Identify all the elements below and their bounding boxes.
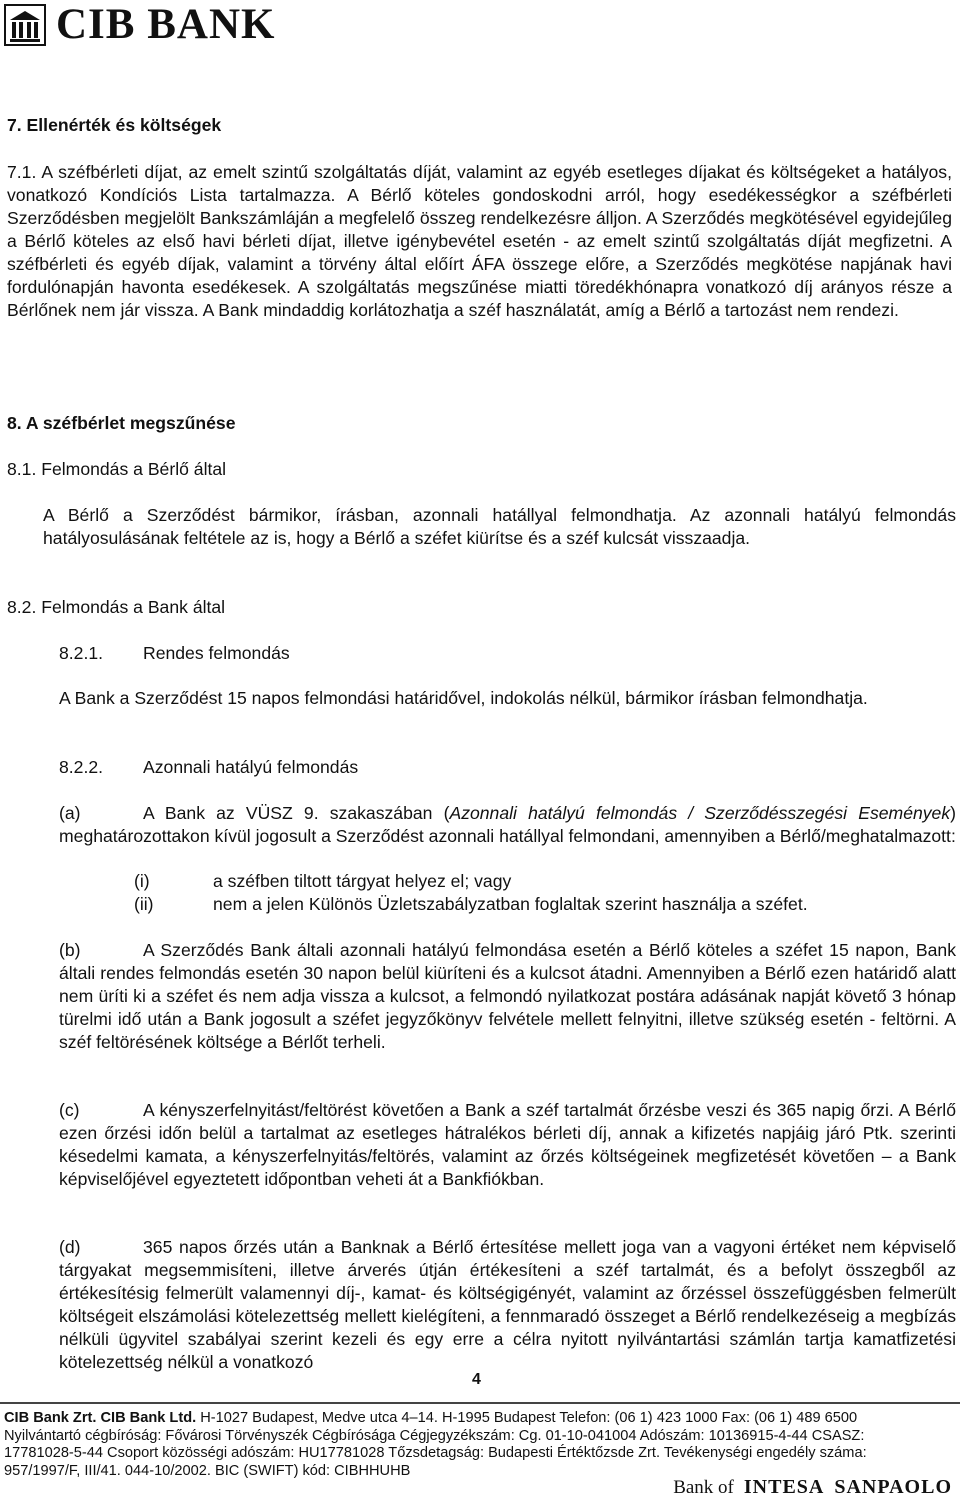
intesa-sanpaolo-brand — [673, 1476, 952, 1499]
logo-text: CIB BANK — [56, 1, 276, 48]
item-b-text: A Szerződés Bank általi azonnali hatályú felmondása esetén a Bérlő köteles a széfet 15 napon, Bank általi rendes felmondás esetén 30 napon belül kiüríteni és a kulcsot átadni. Amennyiben a Bérlő ezen határidő alatt nem üríti ki a széfet és nem adja vissza a kulcsot, a felmondó nyilatkozat postára adásának napját követő 3 hónap türelmi idő után a Bank jogosult a széfet jegyzőkönyv felvétele mellett felnyitni, illetve szükség esetén - feltörni. A széf feltörésének költsége a Bérlőt terheli. — [59, 940, 956, 1052]
item-a-i-label: (i) — [134, 871, 150, 891]
section-8-2-1-number: 8.2.1. — [59, 643, 104, 663]
brand-sanpaolo: SANPAOLO — [834, 1476, 952, 1498]
page-number: 4 — [472, 1371, 481, 1388]
item-a-italic-ref: Azonnali hatályú felmondás / Szerződésszegési Események — [449, 803, 951, 823]
cib-bank-logo — [4, 1, 276, 48]
section-8-2-title: 8.2. Felmondás a Bank által — [7, 597, 226, 617]
section-8-heading: 8. A széfbérlet megszűnése — [7, 413, 236, 433]
item-d-text: 365 napos őrzés után a Banknak a Bérlő értesítése mellett joga van a vagyoni értéket nem képviselő tárgyakat megsemmisíteni, illetve árverés útján értékesíteni a széf tartalmát, és a befolyt összegből az értékesítésig felmerült valamennyi díj-, kamat- és költségigényét, valamint az őrzéssel összefüggésben felmerült költségeit elszámolási kötelezettség mellett kielégíteni, a fennmaradó összeget a Bérlő rendelkezéseig a megbízás nélküli ügyvitel szabályai szerint kezeli és egy erre a célra nyitott nyilvántartási számlán tartja kamatfizetési kötelezettség nélkül a vonatkozó — [59, 1237, 956, 1372]
section-7-1-paragraph: 7.1. A széfbérleti díjat, az emelt szintű szolgáltatás díját, valamint az egyéb esetleges díjakat és költségeket a hatályos, vonatkozó Kondíciós Lista tartalmazza. A Bérlő köteles gondoskodni arról, hogy esedékességkor a széfbérleti Szerződésben megjelölt Bankszámláján a megfelelő összeg rendelkezésre álljon. A Szerződés megkötésével egyidejűleg a Bérlő köteles az első havi bérleti díjat, illetve igénybevétel esetén - az emelt szintű szolgáltatás díját megfizetni. A széfbérleti és egyéb díjak, valamint a törvény által előírt ÁFA összege előre, a Szerződés megkötése napjának havi fordulónapján havonta esedékesek. A szolgáltatás megszűnése miatti töredékhónapra vonatkozó díj arányos része a Bérlőnek nem jár vissza. A Bank mindaddig korlátozhatja a széf használatát, amíg a Bérlő a tartozást nem rendezi. — [7, 162, 952, 320]
footer-divider — [0, 1402, 960, 1404]
section-8-2-2-number: 8.2.2. — [59, 757, 104, 777]
item-a-ii-text: nem a jelen Különös Üzletszabályzatban foglaltak szerint használja a széfet. — [213, 894, 808, 914]
cib-building-icon — [4, 4, 46, 46]
item-d-label: (d) — [59, 1237, 81, 1257]
brand-intesa: INTESA — [743, 1476, 825, 1498]
section-8-2-1-text: A Bank a Szerződést 15 napos felmondási határidővel, indokolás nélkül, bármikor írásban felmondhatja. — [59, 688, 868, 708]
footer — [4, 1410, 959, 1480]
footer-line-1: CIB Bank Zrt. CIB Bank Ltd. H-1027 Budapest, Medve utca 4–14. H-1995 Budapest Telefon: (06 1) 423 1000 Fax: (06 1) 489 6500 — [4, 1410, 858, 1426]
item-a-text: A Bank az VÜSZ 9. szakaszában (Azonnali hatályú felmondás / Szerződésszegési Események) meghatározottakon kívül jogosult a Szerződést azonnali hatállyal felmondani, amennyiben a Bérlő/meghatalmazott: — [59, 803, 956, 846]
footer-line-4: 957/1997/F, III/41. 044-10/2002. BIC (SWIFT) kód: CIBHHUHB — [4, 1462, 411, 1479]
section-8-1-title: 8.1. Felmondás a Bérlő által — [7, 459, 227, 479]
footer-line-3: 17781028-5-44 Csoport közösségi adószám: HU17781028 Tőzsdetagság: Budapesti Értéktőzsde Zrt. Tevékenységi engedély száma: — [4, 1445, 867, 1462]
item-c-text: A kényszerfelnyitást/feltörést követően a Bank a széf tartalmát őrzésbe veszi és 365 napig őrzi. A Bérlő ezen őrzési időn belül a tartalmat az esetleges hátralékos bérleti díj, annak a kifizetés napjáig járó Ptk. szerinti késedelmi kamata, a kényszerfelnyitás/feltörés, valamint az őrzés költségeinek megfizetését követően – a Bank képviselőjével egyeztetett időpontban veheti át a Bankfiókban. — [59, 1100, 956, 1189]
item-a-i-text: a széfben tiltott tárgyat helyez el; vagy — [213, 871, 512, 891]
item-c-label: (c) — [59, 1100, 80, 1120]
section-7-heading: 7. Ellenérték és költségek — [7, 115, 222, 135]
item-a-label: (a) — [59, 803, 81, 823]
brand-bank-of: Bank of — [673, 1476, 734, 1498]
item-a-ii-label: (ii) — [134, 894, 154, 914]
footer-line-2: Nyilvántartó cégbíróság: Fővárosi Törvényszék Cégbírósága Cégjegyzékszám: Cg. 01-10-041004 Adószám: 10136915-4-44 CSASZ: — [4, 1427, 865, 1444]
item-b-label: (b) — [59, 940, 81, 960]
section-8-1-text: A Bérlő a Szerződést bármikor, írásban, azonnali hatállyal felmondhatja. Az azonnali hatályú felmondás hatályosulásának feltétele az is, hogy a Bérlő a széfet kiürítse és a széf kulcsát visszaadja. — [43, 505, 956, 548]
section-8-2-1-title: Rendes felmondás — [143, 643, 290, 663]
section-8-2-2-title: Azonnali hatályú felmondás — [143, 757, 359, 777]
